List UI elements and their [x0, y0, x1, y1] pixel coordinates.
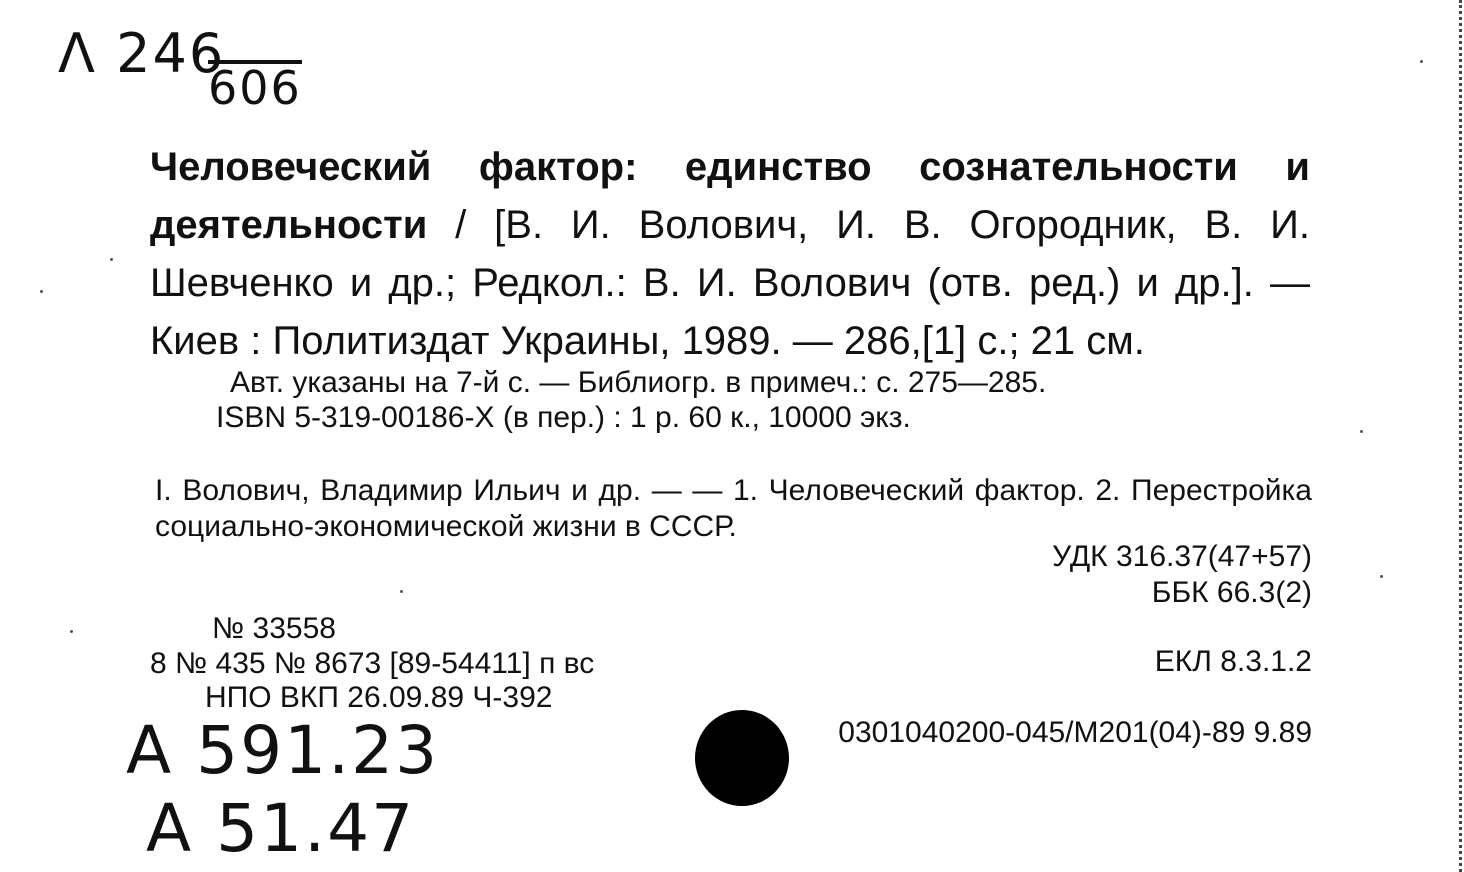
order-publisher: НПО ВКП 26.09.89 Ч-392 — [205, 681, 553, 714]
order-line: 8 № 435 № 8673 [89-54411] п вс — [150, 647, 595, 680]
scan-speck — [400, 590, 403, 593]
bbk-code: ББК 66.3(2) — [1151, 576, 1312, 609]
scan-speck — [70, 630, 73, 633]
index-code-line: 0301040200-045/М201(04)-89 9.89 — [838, 716, 1312, 749]
shelf-mark-top — [58, 22, 225, 85]
udk-code: УДК 316.37(47+57) — [1052, 540, 1312, 573]
scan-speck — [110, 258, 113, 261]
punch-hole — [695, 710, 789, 806]
order-number: № 33558 — [212, 612, 336, 645]
scan-speck — [40, 290, 43, 293]
ekl-code: ЕКЛ 8.3.1.2 — [1154, 645, 1312, 678]
note-authors: Авт. указаны на 7-й с. — Библиогр. в примеч.: с. 275—285. — [230, 366, 1047, 399]
card-edge — [1455, 0, 1462, 872]
bibliographic-description — [150, 138, 1310, 370]
subject-headings: I. Волович, Владимир Ильич и др. — — 1. Человеческий фактор. 2. Перестройка социально-экономической жизни в СССР. — [155, 474, 1312, 543]
record-title: Человеческий фактор: единство сознательности и деятельности — [150, 145, 1310, 247]
scan-speck — [1420, 60, 1423, 63]
shelf-mark-fraction: 606 — [208, 61, 302, 115]
handwritten-code-1: A 591.23 — [126, 712, 440, 789]
record-statement: / [В. И. Волович, И. В. Огородник, В. И. Шевченко и др.; Редкол.: В. И. Волович (отв. ред.) и др.]. — Киев : Политиздат Украины, 1989. — 286,[1] с.; 21 см. — [150, 203, 1310, 363]
shelf-mark-number: Λ 246 — [58, 22, 226, 85]
note-isbn: ISBN 5-319-00186-X (в пер.) : 1 р. 60 к., 10000 экз. — [216, 401, 911, 434]
scan-speck — [1380, 575, 1383, 578]
handwritten-code-2: A 51.47 — [146, 790, 416, 867]
scan-speck — [1360, 430, 1363, 433]
